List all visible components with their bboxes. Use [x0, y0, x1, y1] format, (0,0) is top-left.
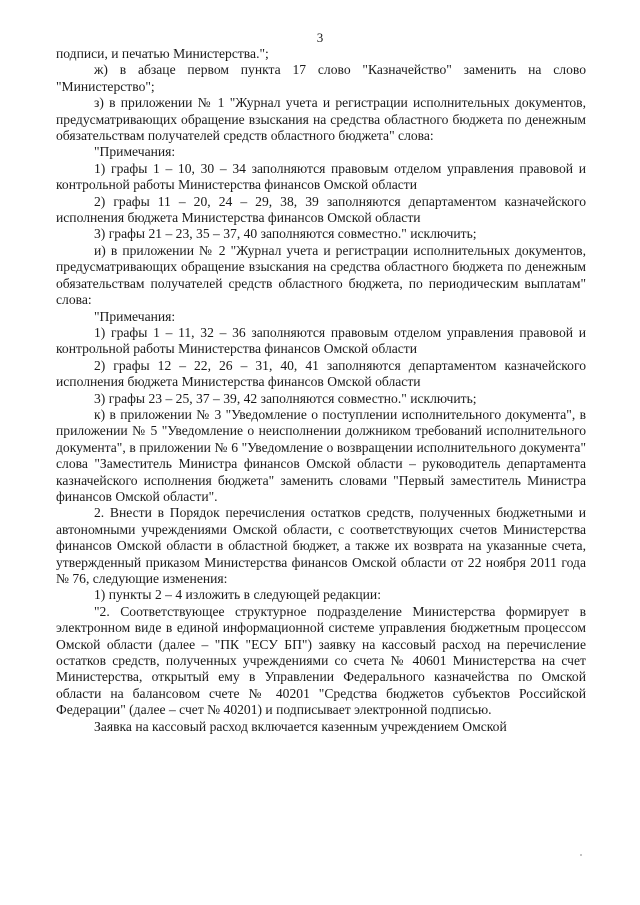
page-number: 3 — [316, 30, 324, 45]
paragraph: 2) графы 11 – 20, 24 – 29, 38, 39 заполняются департаментом казначейского исполнения бюджета Министерства финансов Омской области — [56, 193, 586, 226]
paragraph: 1) графы 1 – 10, 30 – 34 заполняются правовым отделом управления правовой и контрольной работы Министерства финансов Омской области — [56, 160, 586, 193]
paragraph: 3) графы 23 – 25, 37 – 39, 42 заполняются совместно." исключить; — [94, 390, 477, 406]
paragraph: к) в приложении № 3 "Уведомление о поступлении исполнительного документа", в приложении № 5 "Уведомление о неисполнении должником требований исполнительного документа", в приложении № 6 "Уведомление о возвращении исполнительного документа" слова "Заместитель Министра финансов Омской области – руководитель департамента казначейского исполнения бюджета" заменить словами "Первый заместитель Министра финансов Омской области". — [56, 406, 586, 504]
paragraph: ж) в абзаце первом пункта 17 слово "Казначейство" заменить на слово "Министерство"; — [56, 62, 586, 94]
paragraph: 2) графы 12 – 22, 26 – 31, 40, 41 заполняются департаментом казначейского исполнения бюджета Министерства финансов Омской области — [56, 357, 586, 390]
scan-speck — [580, 854, 582, 856]
paragraph: з) в приложении № 1 "Журнал учета и регистрации исполнительных документов, предусматривающих обращение взыскания на средства областного бюджета по денежным обязательствам получателей средств областного бюджета" слова: — [56, 95, 586, 144]
paragraph: подписи, и печатью Министерства."; — [56, 46, 269, 61]
document-body — [56, 46, 586, 735]
paragraph: 2. Внести в Порядок перечисления остатков средств, полученных бюджетными и автономными учреждениями Омской области, с соответствующих счетов Министерства финансов Омской области в областной бюджет, а также их возврата на указанные счета, утвержденный приказом Министерства финансов Омской области от 22 ноября 2011 года № 76, следующие изменения: — [56, 505, 586, 586]
paragraph: "Примечания: — [94, 144, 176, 160]
paragraph: 1) графы 1 – 11, 32 – 36 заполняются правовым отделом управления правовой и контрольной работы Министерства финансов Омской области — [56, 324, 586, 357]
paragraph: 1) пункты 2 – 4 изложить в следующей редакции: — [94, 587, 381, 603]
paragraph: Заявка на кассовый расход включается казенным учреждением Омской — [94, 718, 507, 734]
paragraph: и) в приложении № 2 "Журнал учета и регистрации исполнительных документов, предусматривающих обращение взыскания на средства областного бюджета по денежным обязательствам получателей средств областного бюджета, по периодическим выплатам" слова: — [56, 242, 586, 308]
paragraph: "Примечания: — [94, 308, 176, 324]
paragraph: 3) графы 21 – 23, 35 – 37, 40 заполняются совместно." исключить; — [94, 226, 477, 242]
paragraph: "2. Соответствующее структурное подразделение Министерства формирует в электронном виде в единой информационной системе управления бюджетным процессом Омской области (далее – "ПК "ЕСУ БП") заявку на кассовый расход на перечисление остатков средств, полученных учреждениями со счета № 40601 Министерства на счет Министерства, открытый ему в Управлении Федерального казначейства по Омской области на балансовом счете № 40201 "Средства бюджетов субъектов Российской Федерации" (далее – счет № 40201) и подписывает электронной подписью. — [56, 603, 586, 718]
